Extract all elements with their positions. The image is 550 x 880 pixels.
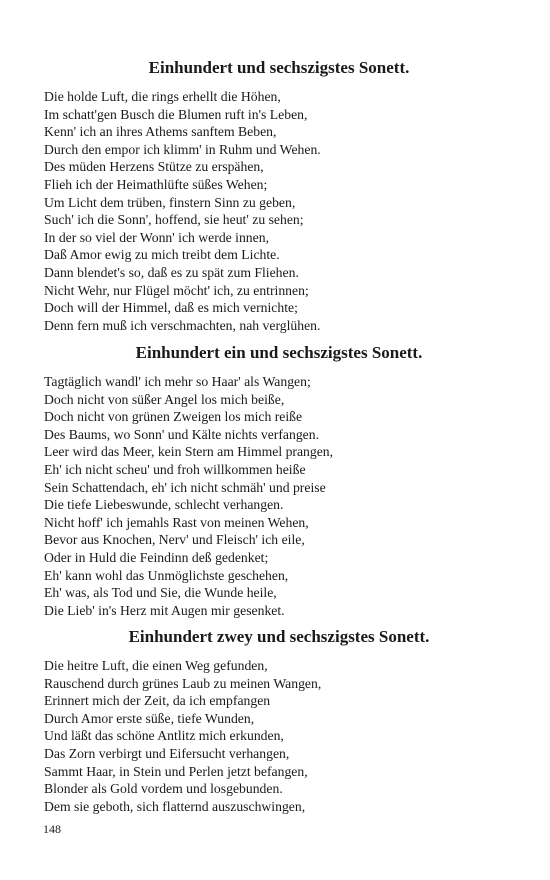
- sonnet-body: [44, 88, 514, 334]
- verse-line: Doch nicht von süßer Angel los mich beiße,: [44, 391, 285, 407]
- verse-line: Durch den empor ich klimm' in Ruhm und Wehen.: [44, 141, 321, 157]
- verse-line: Eh' was, als Tod und Sie, die Wunde heile,: [44, 585, 277, 601]
- sonnet-body: [44, 373, 514, 619]
- sonnet-body: [44, 657, 514, 815]
- verse-line: Und läßt das schöne Antlitz mich erkunden,: [44, 728, 284, 744]
- verse-line: In der so viel der Wonn' ich werde innen,: [44, 229, 269, 245]
- verse-line: Dem sie geboth, sich flatternd auszuschwingen,: [44, 798, 306, 814]
- verse-line: Die Lieb' in's Herz mit Augen mir gesenket.: [44, 602, 285, 618]
- verse-line: Eh' ich nicht scheu' und froh willkommen heiße: [44, 461, 306, 477]
- sonnet-title: Einhundert und sechszigstes Sonett.: [148, 58, 410, 77]
- verse-line: Des müden Herzens Stütze zu erspähen,: [44, 159, 264, 175]
- verse-line: Rauschend durch grünes Laub zu meinen Wangen,: [44, 675, 322, 691]
- verse-line: Leer wird das Meer, kein Stern am Himmel prangen,: [44, 444, 334, 460]
- verse-line: Des Baums, wo Sonn' und Kälte nichts verfangen.: [44, 426, 320, 442]
- verse-line: Die heitre Luft, die einen Weg gefunden,: [44, 658, 268, 673]
- verse-line: Eh' kann wohl das Unmöglichste geschehen,: [44, 567, 289, 583]
- page-number: 148: [43, 822, 61, 836]
- verse-line: Kenn' ich an ihres Athems sanftem Beben,: [44, 124, 277, 140]
- verse-line: Das Zorn verbirgt und Eifersucht verhangen,: [44, 745, 290, 761]
- sonnet-160: [44, 58, 514, 334]
- verse-line: Tagtäglich wandl' ich mehr so Haar' als Wangen;: [44, 374, 311, 389]
- verse-line: Such' ich die Sonn', hoffend, sie heut' zu sehen;: [44, 212, 304, 228]
- verse-line: Blonder als Gold vordem und losgebunden.: [44, 781, 283, 797]
- verse-line: Sein Schattendach, eh' ich nicht schmäh' und preise: [44, 479, 326, 495]
- verse-line: Doch will der Himmel, daß es mich vernichte;: [44, 300, 298, 316]
- verse-line: Durch Amor erste süße, tiefe Wunden,: [44, 710, 255, 726]
- verse-line: Bevor aus Knochen, Nerv' und Fleisch' ich eile,: [44, 532, 305, 548]
- verse-line: Daß Amor ewig zu mich treibt dem Lichte.: [44, 247, 280, 263]
- verse-line: Im schatt'gen Busch die Blumen ruft in's Leben,: [44, 106, 308, 122]
- sonnet-title: Einhundert ein und sechszigstes Sonett.: [135, 343, 423, 362]
- sonnet-161: [44, 343, 514, 619]
- verse-line: Oder in Huld die Feindinn deß gedenket;: [44, 549, 269, 565]
- verse-line: Denn fern muß ich verschmachten, nah verglühen.: [44, 317, 321, 333]
- verse-line: Dann blendet's so, daß es zu spät zum Fliehen.: [44, 264, 299, 280]
- verse-line: Erinnert mich der Zeit, da ich empfangen: [44, 693, 271, 709]
- sonnet-162: [44, 627, 514, 815]
- verse-line: Die tiefe Liebeswunde, schlecht verhangen.: [44, 497, 284, 513]
- verse-line: Flieh ich der Heimathlüfte süßes Wehen;: [44, 176, 268, 192]
- verse-line: Nicht Wehr, nur Flügel möcht' ich, zu entrinnen;: [44, 282, 309, 298]
- sonnet-title: Einhundert zwey und sechszigstes Sonett.: [128, 627, 430, 646]
- verse-line: Die holde Luft, die rings erhellt die Höhen,: [44, 89, 281, 104]
- verse-line: Um Licht dem trüben, finstern Sinn zu geben,: [44, 194, 296, 210]
- verse-line: Sammt Haar, in Stein und Perlen jetzt befangen,: [44, 763, 308, 779]
- verse-line: Nicht hoff' ich jemahls Rast von meinen Wehen,: [44, 514, 309, 530]
- verse-line: Doch nicht von grünen Zweigen los mich reiße: [44, 409, 303, 425]
